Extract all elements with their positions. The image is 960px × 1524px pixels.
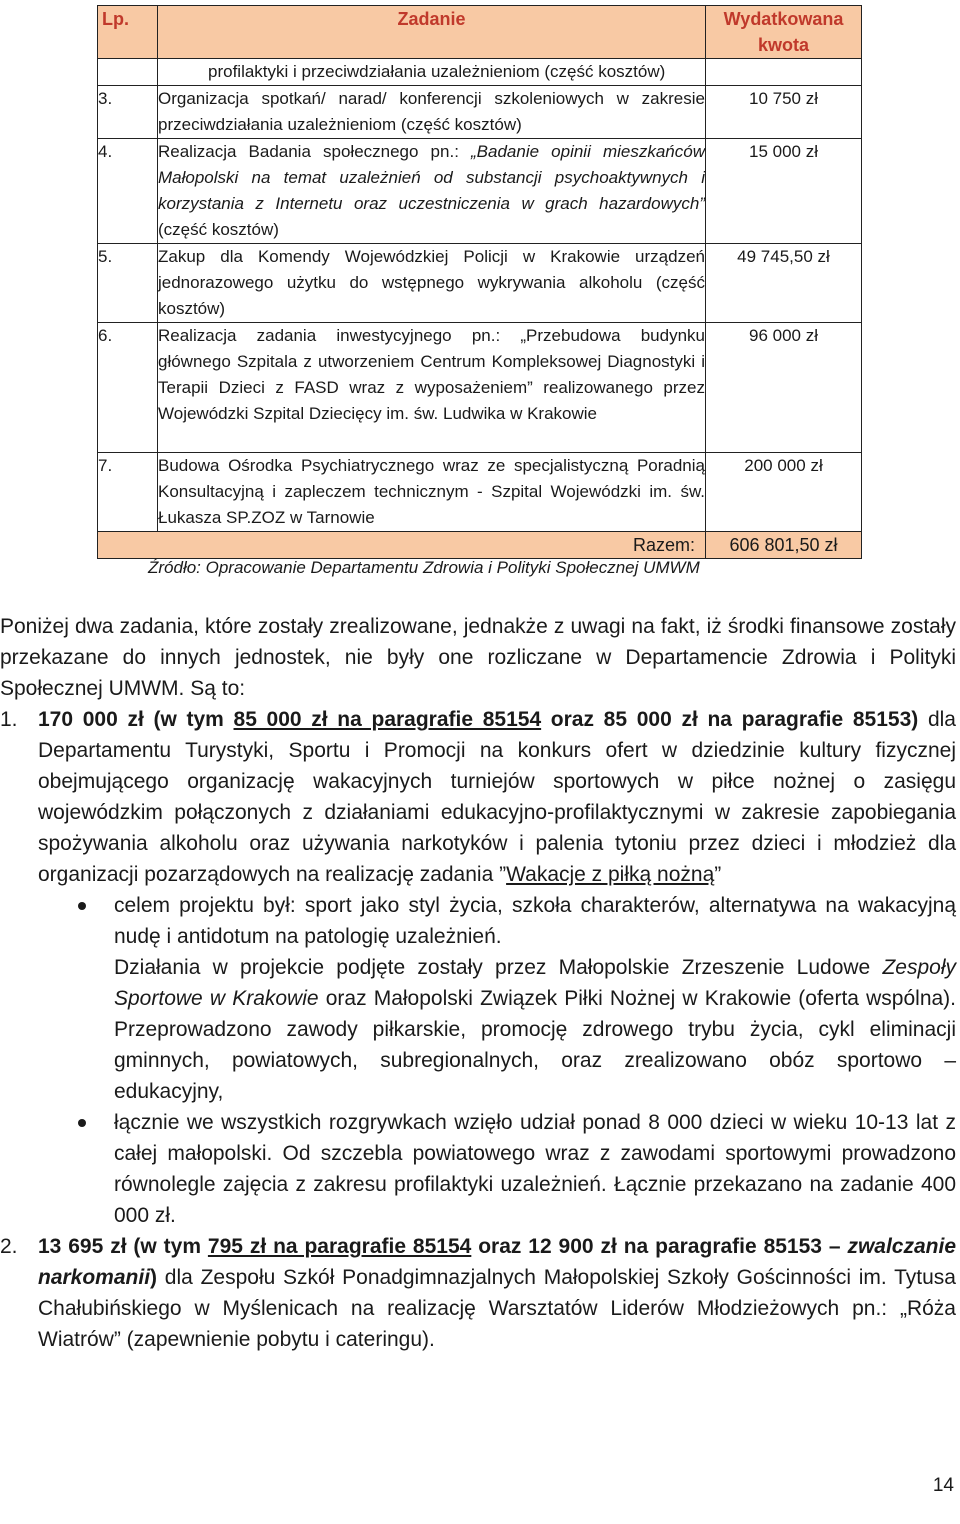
total-amount: 606 801,50 zł [706, 532, 862, 559]
row-number: 5. [98, 244, 158, 323]
table-row [98, 86, 862, 139]
item-1-segment: 85 000 zł na paragrafie 85154 [233, 708, 542, 731]
body-text [0, 611, 956, 1355]
item-1-text [38, 708, 956, 886]
bullet-item-participants: łącznie we wszystkich rozgrywkach wzięło udział ponad 8 000 dzieci w wieku 10-13 lat z całej małopolski. Od szczebla powiatowego wraz z zawodami sportowymi prowadzono równolegle zajęcia z zakresu profilaktyki uzależnień. Łącznie przekazano na zadanie 400 000 zł. [114, 1107, 956, 1231]
task-segment: „Badanie opinii mieszkańców Małopolski na temat uzależnień od substancji psychoaktywnych i korzystania z Internetu oraz uczestniczenia w grach hazardowych” [158, 142, 705, 213]
bullet-list [0, 890, 956, 952]
bullet-list-2 [0, 1107, 956, 1231]
item-2-text [38, 1235, 956, 1351]
task-segment: (część kosztów) [158, 220, 279, 239]
item-2-segment: ) [150, 1266, 158, 1289]
total-label: Razem: [158, 532, 706, 559]
row-amount: 96 000 zł [706, 323, 862, 453]
row-task [158, 323, 706, 453]
task-segment: Organizacja spotkań/ narad/ konferencji szkoleniowych w zakresie przeciwdziałania uzależnieniom (część kosztów) [158, 89, 705, 134]
page-number: 14 [932, 1475, 954, 1496]
table-row [98, 453, 862, 532]
task-segment: Budowa Ośrodka Psychiatrycznego wraz ze specjalistyczną Poradnią Konsultacyjną i zapleczem technicznym - Szpital Wojewódzki im. św. Łukasza SP.ZOZ w Tarnowie [158, 456, 705, 527]
item-2-segment: 13 695 zł (w tym [38, 1235, 208, 1258]
row-task [158, 244, 706, 323]
row-number: 3. [98, 86, 158, 139]
paragraph-segment: oraz Małopolski Związek Piłki Nożnej w Krakowie (oferta wspólna). Przeprowadzono zawody piłkarskie, promocję zdrowego trybu życia, cykl eliminacji gminnych, powiatowych, subregionalnych, oraz zrealizowano obóz sportowo – edukacyjny, [114, 987, 956, 1103]
header-task: Zadanie [158, 6, 706, 59]
table-source-note: Źródło: Opracowanie Departamentu Zdrowia i Polityki Społecznej UMWM [148, 558, 700, 577]
item-1-segment: oraz 85 000 zł na paragrafie 85153) [541, 708, 919, 731]
table-row-continuation [98, 59, 862, 86]
row-amount: 10 750 zł [706, 86, 862, 139]
paragraph-segment: Zespoły Sportowe w Krakowie [114, 956, 956, 1010]
continuation-cell: profilaktyki i przeciwdziałania uzależnieniom (część kosztów) [158, 59, 706, 86]
row-number: 7. [98, 453, 158, 532]
row-amount: 200 000 zł [706, 453, 862, 532]
list-item-1 [0, 704, 956, 890]
item-1-segment: 170 000 zł (w tym [38, 708, 234, 731]
table-row [98, 244, 862, 323]
list-item-2 [0, 1231, 956, 1355]
bullet-item-goal: celem projektu był: sport jako styl życia, szkoła charakterów, alternatywa na wakacyjną nudę i antidotum na patologię uzależnień. [114, 890, 956, 952]
task-segment: Realizacja zadania inwestycyjnego pn.: „Przebudowa budynku głównego Szpitala z utworzeniem Centrum Kompleksowej Diagnostyki i Terapii Dzieci z FASD wraz z wyposażeniem” realizowanego przez Wojewódzki Szpital Dziecięcy im. św. Ludwika w Krakowie [158, 326, 705, 423]
project-activities-paragraph [0, 952, 956, 1107]
expenses-table [97, 5, 862, 559]
total-row [98, 532, 862, 559]
task-segment: Zakup dla Komendy Wojewódzkiej Policji w Krakowie urządzeń jednorazowego użytku do wstępnego wykrywania alkoholu (część kosztów) [158, 247, 705, 318]
row-task [158, 86, 706, 139]
item-1-segment: ” [714, 863, 722, 886]
row-amount: 49 745,50 zł [706, 244, 862, 323]
item-number: 1. [0, 708, 18, 731]
header-lp: Lp. [98, 6, 158, 59]
row-amount: 15 000 zł [706, 139, 862, 244]
item-2-segment: 795 zł na paragrafie 85154 [207, 1235, 472, 1258]
item-2-segment: dla Zespołu Szkół Ponadgimnazjalnych Małopolskiej Szkoły Gościnności im. Tytusa Chałubińskiego w Myślenicach na realizację Warsztatów Liderów Młodzieżowych pn.: „Róża Wiatrów” (zapewnienie pobytu i cateringu). [38, 1266, 956, 1351]
table-row [98, 139, 862, 244]
row-task [158, 453, 706, 532]
row-number: 6. [98, 323, 158, 453]
item-1-segment: dla Departamentu Turystyki, Sportu i Promocji na konkurs ofert w dziedzinie kultury fizycznej obejmującego organizację wakacyjnych turniejów sportowych w piłce nożnej o zasięgu wojewódzkim połączonych z działaniami edukacyjno-profilaktycznymi w zakresie zapobiegania spożywania alkoholu oraz używania narkotyków i palenia tytoniu przez dzieci i młodzież dla organizacji pozarządowych na realizację zadania ” [38, 708, 956, 886]
header-amount: Wydatkowana kwota [706, 6, 862, 59]
paragraph-segment: Działania w projekcie podjęte zostały przez Małopolskie Zrzeszenie Ludowe [114, 956, 883, 979]
table-header-row [98, 6, 862, 59]
item-number: 2. [0, 1235, 18, 1258]
table-row [98, 323, 862, 453]
intro-paragraph: Poniżej dwa zadania, które zostały zrealizowane, jednakże z uwagi na fakt, iż środki finansowe zostały przekazane do innych jednostek, nie były one rozliczane w Departamencie Zdrowia i Polityki Społecznej UMWM. Są to: [0, 615, 956, 700]
row-number: 4. [98, 139, 158, 244]
item-2-segment: zwalczanie narkomanii [38, 1235, 957, 1289]
row-task [158, 139, 706, 244]
task-segment: Realizacja Badania społecznego pn.: [158, 142, 472, 161]
item-2-segment: oraz 12 900 zł na paragrafie 85153 – [471, 1235, 848, 1258]
item-1-segment: Wakacje z piłką nożną [506, 863, 715, 886]
